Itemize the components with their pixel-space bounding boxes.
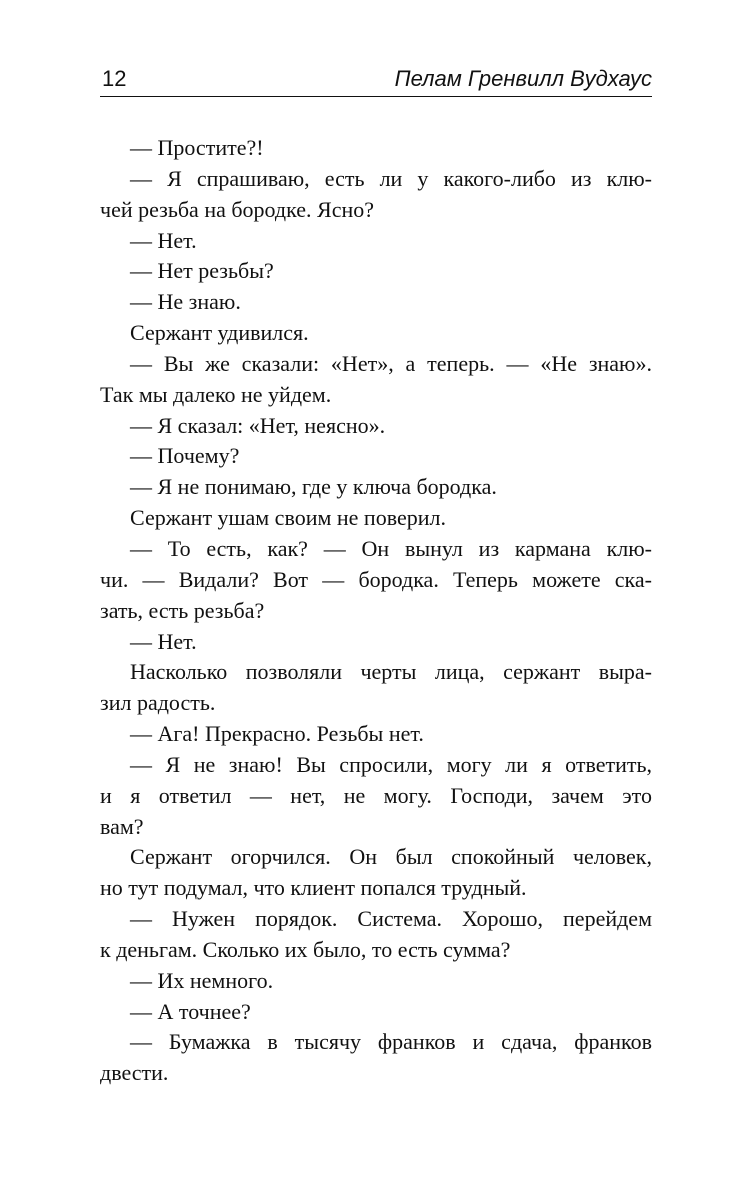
text-line: двести. <box>100 1060 169 1086</box>
text-line: — Их немного. <box>130 967 274 993</box>
text-line: и я ответил — нет, не могу. Господи, зачем это <box>100 782 652 808</box>
text-line: чи. — Видали? Вот — бородка. Теперь можете ска- <box>100 566 652 592</box>
text-line: — То есть, как? — Он вынул из кармана клю- <box>130 535 652 561</box>
text-line: — Нужен порядок. Система. Хорошо, перейдем <box>130 906 652 932</box>
text-line: — Я не знаю! Вы спросили, могу ли я ответить, <box>130 751 652 777</box>
page-number: 12 <box>102 66 127 91</box>
text-line: — Не знаю. <box>130 289 241 315</box>
text-line: зил радость. <box>100 690 216 716</box>
text-line: — Я сказал: «Нет, неясно». <box>130 412 386 438</box>
text-line: — Ага! Прекрасно. Резьбы нет. <box>130 721 424 747</box>
text-line: — Я спрашиваю, есть ли у какого-либо из клю- <box>130 165 652 191</box>
running-header <box>100 62 652 97</box>
text-line: — Нет. <box>130 628 197 654</box>
text-line: к деньгам. Сколько их было, то есть сумма? <box>100 936 511 962</box>
text-line: Сержант удивился. <box>130 320 309 346</box>
text-line: — Простите?! <box>130 135 264 160</box>
text-line: — Нет. <box>130 227 197 253</box>
text-line: — Я не понимаю, где у ключа бородка. <box>130 474 497 500</box>
body-text <box>100 133 652 1089</box>
text-line: Сержант огорчился. Он был спокойный человек, <box>130 844 652 870</box>
text-line: чей резьба на бородке. Ясно? <box>100 196 374 222</box>
text-line: — Почему? <box>130 443 240 469</box>
text-line: — А точнее? <box>130 998 251 1024</box>
text-line: — Нет резьбы? <box>130 258 274 284</box>
text-line: — Вы же сказали: «Нет», а теперь. — «Не знаю». <box>130 350 652 376</box>
text-line: — Бумажка в тысячу франков и сдача, франков <box>130 1029 652 1055</box>
text-line: Сержант ушам своим не поверил. <box>130 505 446 531</box>
text-line: но тут подумал, что клиент попался трудный. <box>100 875 527 901</box>
running-title: Пелам Гренвилл Вудхаус <box>394 66 652 91</box>
text-line: вам? <box>100 813 144 839</box>
text-line: зать, есть резьба? <box>100 597 265 623</box>
text-line: Насколько позволяли черты лица, сержант выра- <box>130 659 652 685</box>
text-line: Так мы далеко не уйдем. <box>100 381 332 407</box>
